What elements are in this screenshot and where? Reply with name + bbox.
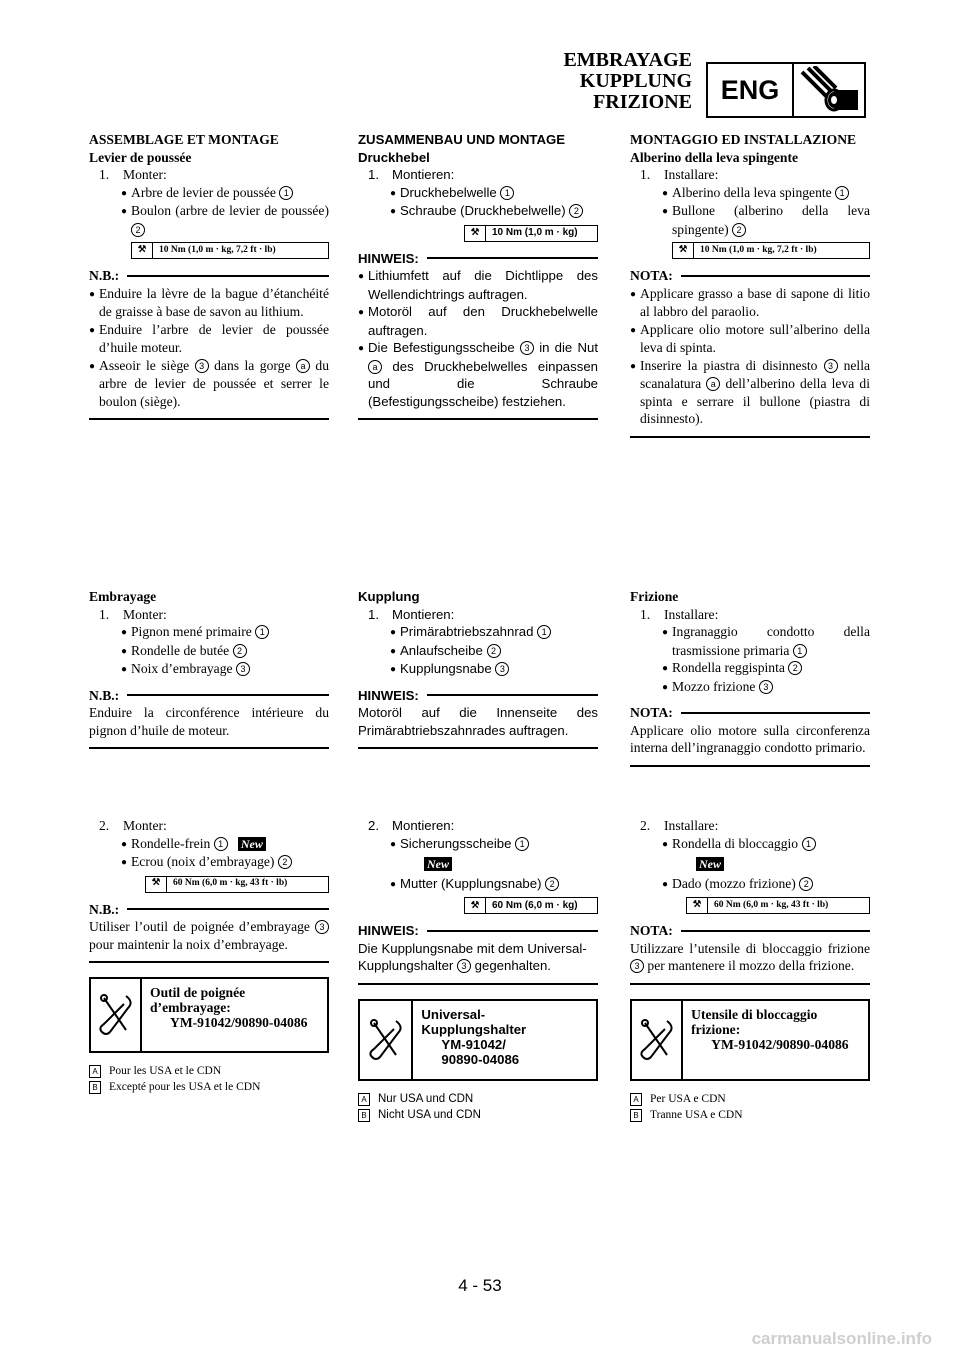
de-step-1: 1. Montieren:	[368, 167, 455, 182]
it-assembly-title: MONTAGGIO ED INSTALLAZIONE	[630, 132, 857, 147]
de-note-3: ● Die Befestigungsscheibe 3 in die Nut a des Druckhebelwelles einpassen und die Schraube (Befestigungsscheibe) festziehen.	[358, 340, 599, 409]
it-clutch-bullet-2: ● Rondella reggispinta 2	[630, 659, 870, 678]
fr-note-3: ● Asseoir le siège 3 dans la gorge a du arbre de levier de poussée et serrer le boulon (siège).	[89, 357, 330, 409]
fr-clutch-section	[89, 588, 329, 749]
fr-clutch-bullet-2: ● Rondelle de butée 2	[89, 642, 329, 661]
fr-step2-note-header: N.B.:	[89, 901, 329, 919]
it-torque-spec-2: ⚒ 60 Nm (6,0 m · kg, 43 ft · lb)	[686, 897, 870, 914]
fr-clutch-bullet-3: ● Noix d’embrayage 3	[89, 660, 329, 679]
section-badge	[706, 62, 866, 118]
fr-torque-spec-2: ⚒ 60 Nm (6,0 m · kg, 43 ft · lb)	[145, 876, 329, 893]
de-step2-note-header: HINWEIS:	[358, 922, 598, 940]
fr-note-1: ● Enduire la lèvre de la bague d’étanchéité de graisse à base de savon au lithium.	[89, 285, 329, 319]
it-note-header: NOTA:	[630, 267, 870, 285]
de-clutch-bullet-2: ● Anlaufscheibe 2	[358, 642, 598, 661]
fr-note-header: N.B.:	[89, 267, 329, 285]
fr-tool-info	[142, 979, 327, 1051]
fr-tool-number: YM-91042/90890-04086	[170, 1015, 308, 1030]
section-label: ENG	[708, 64, 794, 116]
de-step2-bullet-1: ● Sicherungsscheibe 1	[358, 835, 598, 854]
fr-clutch-note-header: N.B.:	[89, 687, 329, 705]
fr-bullet-1: ● Arbre de levier de poussée 1	[89, 184, 329, 203]
fr-step2-note: Utiliser l’outil de poignée d’embrayage 3 pour maintenir la noix d’embrayage.	[89, 918, 329, 953]
fr-assembly-section	[89, 131, 329, 420]
de-footnotes: A Nur USA und CDN B Nicht USA und CDN	[358, 1091, 598, 1123]
it-tool-name: Utensile di bloccaggio frizione:	[691, 1006, 818, 1037]
new-part-badge: New	[424, 857, 452, 871]
it-step2-bullet-1: ● Rondella di bloccaggio 1	[630, 835, 870, 854]
it-step-1: 1. Installare:	[640, 167, 719, 182]
fr-clutch-bullet-1: ● Pignon mené primaire 1	[89, 623, 329, 642]
de-bullet-1: ● Druckhebelwelle 1	[358, 184, 598, 203]
fr-step2-bullet-2: ● Ecrou (noix d’embrayage) 2	[89, 853, 329, 872]
fr-clutch-step-1: 1. Monter:	[99, 606, 167, 622]
de-note-1: ● Lithiumfett auf die Dichtlippe des Wellendichtrings auftragen.	[358, 268, 598, 302]
fr-special-tool-box	[89, 977, 329, 1053]
it-step2-section	[630, 817, 870, 1123]
fr-assembly-subtitle: Levier de poussée	[89, 149, 192, 165]
fr-tool-name: Outil de poignée d’embrayage:	[150, 985, 246, 1015]
de-assembly-section	[358, 131, 598, 420]
fr-step2-section	[89, 817, 329, 1095]
de-clutch-note-header: HINWEIS:	[358, 687, 598, 705]
de-note-end-rule	[358, 418, 598, 420]
de-clutch-step-1: 1. Montieren:	[368, 606, 455, 622]
it-bullet-2: ● Bullone (alberino della leva spingente) 2	[662, 203, 870, 237]
fr-step-2: 2. Monter:	[99, 818, 167, 833]
torque-wrench-icon: ⚒	[132, 243, 153, 258]
it-clutch-end-rule	[630, 765, 870, 767]
it-step2-note: Utilizzare l’utensile di bloccaggio frizione 3 per mantenere il mozzo della frizione.	[630, 940, 870, 973]
de-clutch-end-rule	[358, 747, 598, 749]
it-torque-spec-1: ⚒ 10 Nm (1,0 m · kg, 7,2 ft · lb)	[672, 242, 870, 259]
torque-wrench-icon: ⚒	[673, 243, 694, 258]
it-step2-note-header: NOTA:	[630, 922, 870, 940]
engine-spring-icon	[794, 64, 864, 116]
fr-clutch-note: Enduire la circonférence intérieure du pignon d’huile de moteur.	[89, 705, 329, 738]
fr-torque-spec-1: ⚒ 10 Nm (1,0 m · kg, 7,2 ft · lb)	[131, 242, 329, 259]
it-clutch-section	[630, 588, 870, 767]
fr-footnotes: A Pour les USA et le CDN B Excepté pour les USA et le CDN	[89, 1063, 329, 1095]
new-part-badge: New	[238, 837, 266, 851]
special-tool-icon	[632, 1001, 683, 1079]
de-step-2: 2. Montieren:	[368, 818, 455, 833]
fr-note-2: ● Enduire l’arbre de levier de poussée d’huile moteur.	[89, 321, 329, 355]
de-clutch-note: Motoröl auf die Innenseite des Primärabtriebszahnrades auftragen.	[358, 705, 598, 738]
it-tool-number: YM-91042/90890-04086	[711, 1036, 849, 1052]
de-clutch-bullet-3: ● Kupplungsnabe 3	[358, 660, 598, 679]
de-assembly-subtitle: Druckhebel	[358, 149, 430, 165]
de-clutch-bullet-1: ● Primärabtriebszahnrad 1	[358, 623, 598, 642]
de-assembly-title: ZUSAMMENBAU UND MONTAGE	[358, 132, 566, 147]
de-torque-spec-2: ⚒ 60 Nm (6,0 m · kg)	[464, 897, 598, 914]
it-clutch-step-1: 1. Installare:	[640, 606, 719, 622]
special-tool-icon	[360, 1001, 413, 1079]
it-clutch-note: Applicare olio motore sulla circonferenza interna dell’ingranaggio condotto primario.	[630, 722, 870, 755]
fr-assembly-title: ASSEMBLAGE ET MONTAGE	[89, 132, 279, 147]
new-part-badge: New	[696, 857, 724, 871]
de-clutch-title: Kupplung	[358, 589, 420, 604]
it-step-2: 2. Installare:	[640, 818, 719, 833]
de-new-badge-row	[358, 855, 598, 873]
de-special-tool-box	[358, 999, 598, 1081]
fr-note-end-rule	[89, 418, 329, 420]
title-de: KUPPLUNG	[579, 70, 692, 92]
de-tool-name: Universal-Kupplungshalter	[421, 1006, 527, 1037]
it-note-3: ● Inserire la piastra di disinnesto 3 nella scanalatura a dell’alberino della leva di spinta e serrare il bullone (piastra di disinnesto).	[630, 357, 871, 426]
fr-bullet-2: ● Boulon (arbre de levier de poussée) 2	[121, 203, 329, 235]
page-header-titles	[563, 50, 692, 113]
fr-clutch-end-rule	[89, 747, 329, 749]
watermark: carmanualsonline.info	[751, 1329, 932, 1348]
torque-wrench-icon: ⚒	[146, 877, 167, 892]
special-tool-icon	[91, 979, 142, 1051]
de-note-2: ● Motoröl auf den Druckhebelwelle auftragen.	[358, 304, 598, 338]
it-clutch-bullet-1: ● Ingranaggio condotto della trasmissione primaria 1	[662, 624, 870, 658]
de-step2-end-rule	[358, 983, 598, 985]
de-tool-info	[413, 1001, 596, 1079]
de-step2-bullet-2: ● Mutter (Kupplungsnabe) 2	[358, 875, 598, 894]
it-note-end-rule	[630, 436, 870, 438]
it-note-1: ● Applicare grasso a base di sapone di litio al labbro del paraolio.	[630, 285, 870, 319]
fr-step2-end-rule	[89, 961, 329, 963]
it-note-2: ● Applicare olio motore sull’alberino della leva di spinta.	[630, 321, 870, 355]
it-clutch-title: Frizione	[630, 589, 679, 604]
it-step2-bullet-2: ● Dado (mozzo frizione) 2	[630, 875, 870, 894]
de-tool-number-2: 90890-04086	[441, 1051, 520, 1067]
it-new-badge-row	[630, 855, 870, 873]
de-clutch-section	[358, 588, 598, 749]
it-assembly-section	[630, 131, 870, 438]
title-it: FRIZIONE	[593, 91, 692, 113]
it-clutch-note-header: NOTA:	[630, 704, 870, 722]
de-torque-spec-1: ⚒ 10 Nm (1,0 m · kg)	[464, 225, 598, 242]
it-tool-info	[683, 1001, 868, 1079]
de-tool-number-1: YM-91042/	[441, 1036, 506, 1052]
it-clutch-bullet-3: ● Mozzo frizione 3	[630, 678, 870, 697]
torque-wrench-icon: ⚒	[687, 898, 708, 913]
it-footnotes: A Per USA e CDN B Tranne USA e CDN	[630, 1091, 870, 1123]
de-bullet-2: ● Schraube (Druckhebelwelle) 2	[358, 202, 598, 221]
it-bullet-1: ● Alberino della leva spingente 1	[630, 184, 870, 203]
it-assembly-subtitle: Alberino della leva spingente	[630, 149, 799, 165]
torque-wrench-icon: ⚒	[465, 226, 486, 241]
de-step2-note: Die Kupplungsnabe mit dem Universal-Kupplungshalter 3 gegenhalten.	[358, 940, 587, 973]
it-step2-end-rule	[630, 983, 870, 985]
fr-step-1: 1. Monter:	[99, 167, 167, 182]
page-number: 4 - 53	[458, 1276, 502, 1295]
title-fr: EMBRAYAGE	[563, 49, 692, 71]
fr-clutch-title: Embrayage	[89, 589, 157, 604]
torque-wrench-icon: ⚒	[465, 898, 486, 913]
it-special-tool-box	[630, 999, 870, 1081]
de-note-header: HINWEIS:	[358, 250, 598, 268]
de-step2-section	[358, 817, 598, 1123]
fr-step2-bullet-1: ● Rondelle-frein 1 New	[89, 835, 329, 854]
